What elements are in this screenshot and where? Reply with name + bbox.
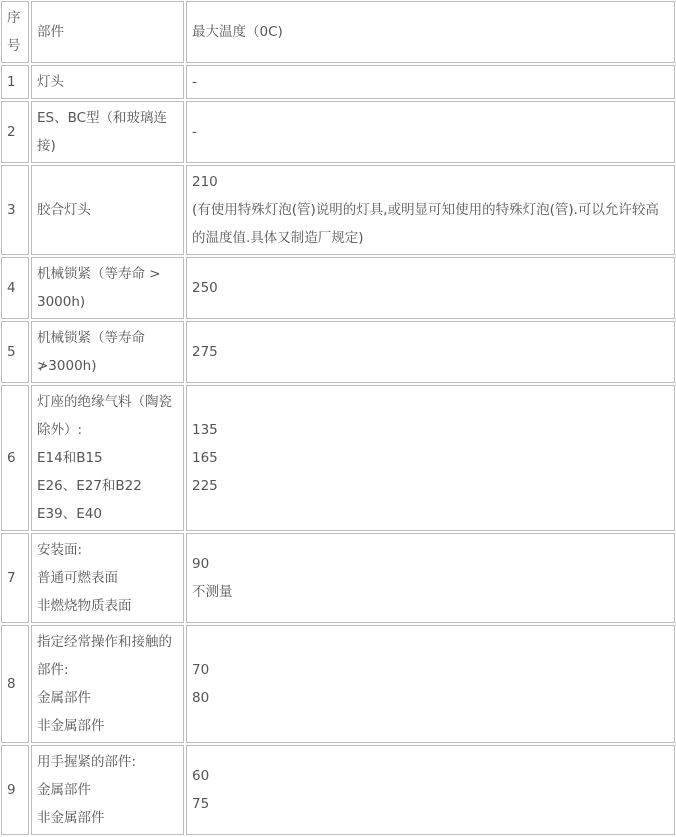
part-text: 灯头 xyxy=(37,74,64,90)
part-text: 金属部件 xyxy=(37,782,91,798)
part-cell xyxy=(31,533,184,623)
part-text: 非燃烧物质表面 xyxy=(37,598,132,614)
table-row xyxy=(1,321,675,383)
part-text: E14和B15 xyxy=(37,450,103,466)
temperature-text: 250 xyxy=(192,280,218,296)
part-text: ≯3000h) xyxy=(37,358,97,374)
temperature-text: (有使用特殊灯泡(管)说明的灯具,或明显可知使用的特殊灯泡(管).可以允许较高的温度值.具体又制造厂规定) xyxy=(192,202,659,246)
table-row xyxy=(1,533,675,623)
part-cell xyxy=(31,385,184,531)
part-cell xyxy=(31,625,184,743)
serial-number-cell: 1 xyxy=(1,65,29,99)
part-cell xyxy=(31,321,184,383)
serial-number-cell: 5 xyxy=(1,321,29,383)
part-text: 非金属部件 xyxy=(37,810,105,826)
part-text: 3000h) xyxy=(37,294,86,310)
temperature-text: 225 xyxy=(192,478,218,494)
part-text: 灯座的绝缘气料（陶瓷 xyxy=(37,394,172,410)
temperature-text: 70 xyxy=(192,662,210,678)
table-row xyxy=(1,385,675,531)
part-cell xyxy=(31,101,184,163)
part-text: 非金属部件 xyxy=(37,718,105,734)
temperature-text: 275 xyxy=(192,344,218,360)
part-text: 机械锁紧（等寿命 > xyxy=(37,266,161,282)
serial-number-cell: 3 xyxy=(1,165,29,255)
header-serial-number: 序 号 xyxy=(1,1,29,63)
table-row xyxy=(1,165,675,255)
temperature-text: 210 xyxy=(192,174,218,190)
serial-number-cell: 7 xyxy=(1,533,29,623)
temperature-text: 90 xyxy=(192,556,210,572)
part-text: 指定经常操作和接触的 xyxy=(37,634,172,650)
part-text: E39、E40 xyxy=(37,506,102,522)
max-temperature-cell xyxy=(186,625,675,743)
temperature-text: 135 xyxy=(192,422,218,438)
max-temperature-cell xyxy=(186,745,675,835)
temperature-text: 60 xyxy=(192,768,210,784)
temperature-text: 不测量 xyxy=(192,584,233,600)
part-cell xyxy=(31,165,184,255)
header-max-temperature: 最大温度（0C) xyxy=(186,1,675,63)
serial-number-cell: 4 xyxy=(1,257,29,319)
max-temperature-cell xyxy=(186,65,675,99)
table-header-row xyxy=(1,1,675,63)
temperature-text: 165 xyxy=(192,450,218,466)
max-temperature-cell xyxy=(186,257,675,319)
table-row xyxy=(1,65,675,99)
temperature-text: - xyxy=(192,74,197,90)
max-temperature-cell xyxy=(186,165,675,255)
part-text: 用手握紧的部件: xyxy=(37,754,137,770)
max-temperature-cell xyxy=(186,101,675,163)
part-text: 机械锁紧（等寿命 xyxy=(37,330,145,346)
part-cell xyxy=(31,745,184,835)
header-part: 部件 xyxy=(31,1,184,63)
table-row xyxy=(1,745,675,835)
part-text: 安装面: xyxy=(37,542,83,558)
part-text: 金属部件 xyxy=(37,690,91,706)
table-row xyxy=(1,257,675,319)
part-cell xyxy=(31,257,184,319)
max-temperature-cell xyxy=(186,533,675,623)
serial-number-cell: 9 xyxy=(1,745,29,835)
part-text: 除外）: xyxy=(37,422,83,438)
serial-number-cell: 6 xyxy=(1,385,29,531)
part-cell xyxy=(31,65,184,99)
temperature-text: - xyxy=(192,124,197,140)
serial-number-cell: 2 xyxy=(1,101,29,163)
part-text: 接) xyxy=(37,138,56,154)
table-row xyxy=(1,101,675,163)
part-text: 普通可燃表面 xyxy=(37,570,118,586)
max-temperature-cell xyxy=(186,321,675,383)
table-row xyxy=(1,625,675,743)
serial-number-cell: 8 xyxy=(1,625,29,743)
part-text: ES、BC型（和玻璃连 xyxy=(37,110,168,126)
table-body xyxy=(1,65,675,835)
max-temperature-cell xyxy=(186,385,675,531)
part-text: 部件: xyxy=(37,662,69,678)
part-text: 胶合灯头 xyxy=(37,202,91,218)
part-text: E26、E27和B22 xyxy=(37,478,142,494)
temperature-text: 75 xyxy=(192,796,210,812)
temperature-text: 80 xyxy=(192,690,210,706)
